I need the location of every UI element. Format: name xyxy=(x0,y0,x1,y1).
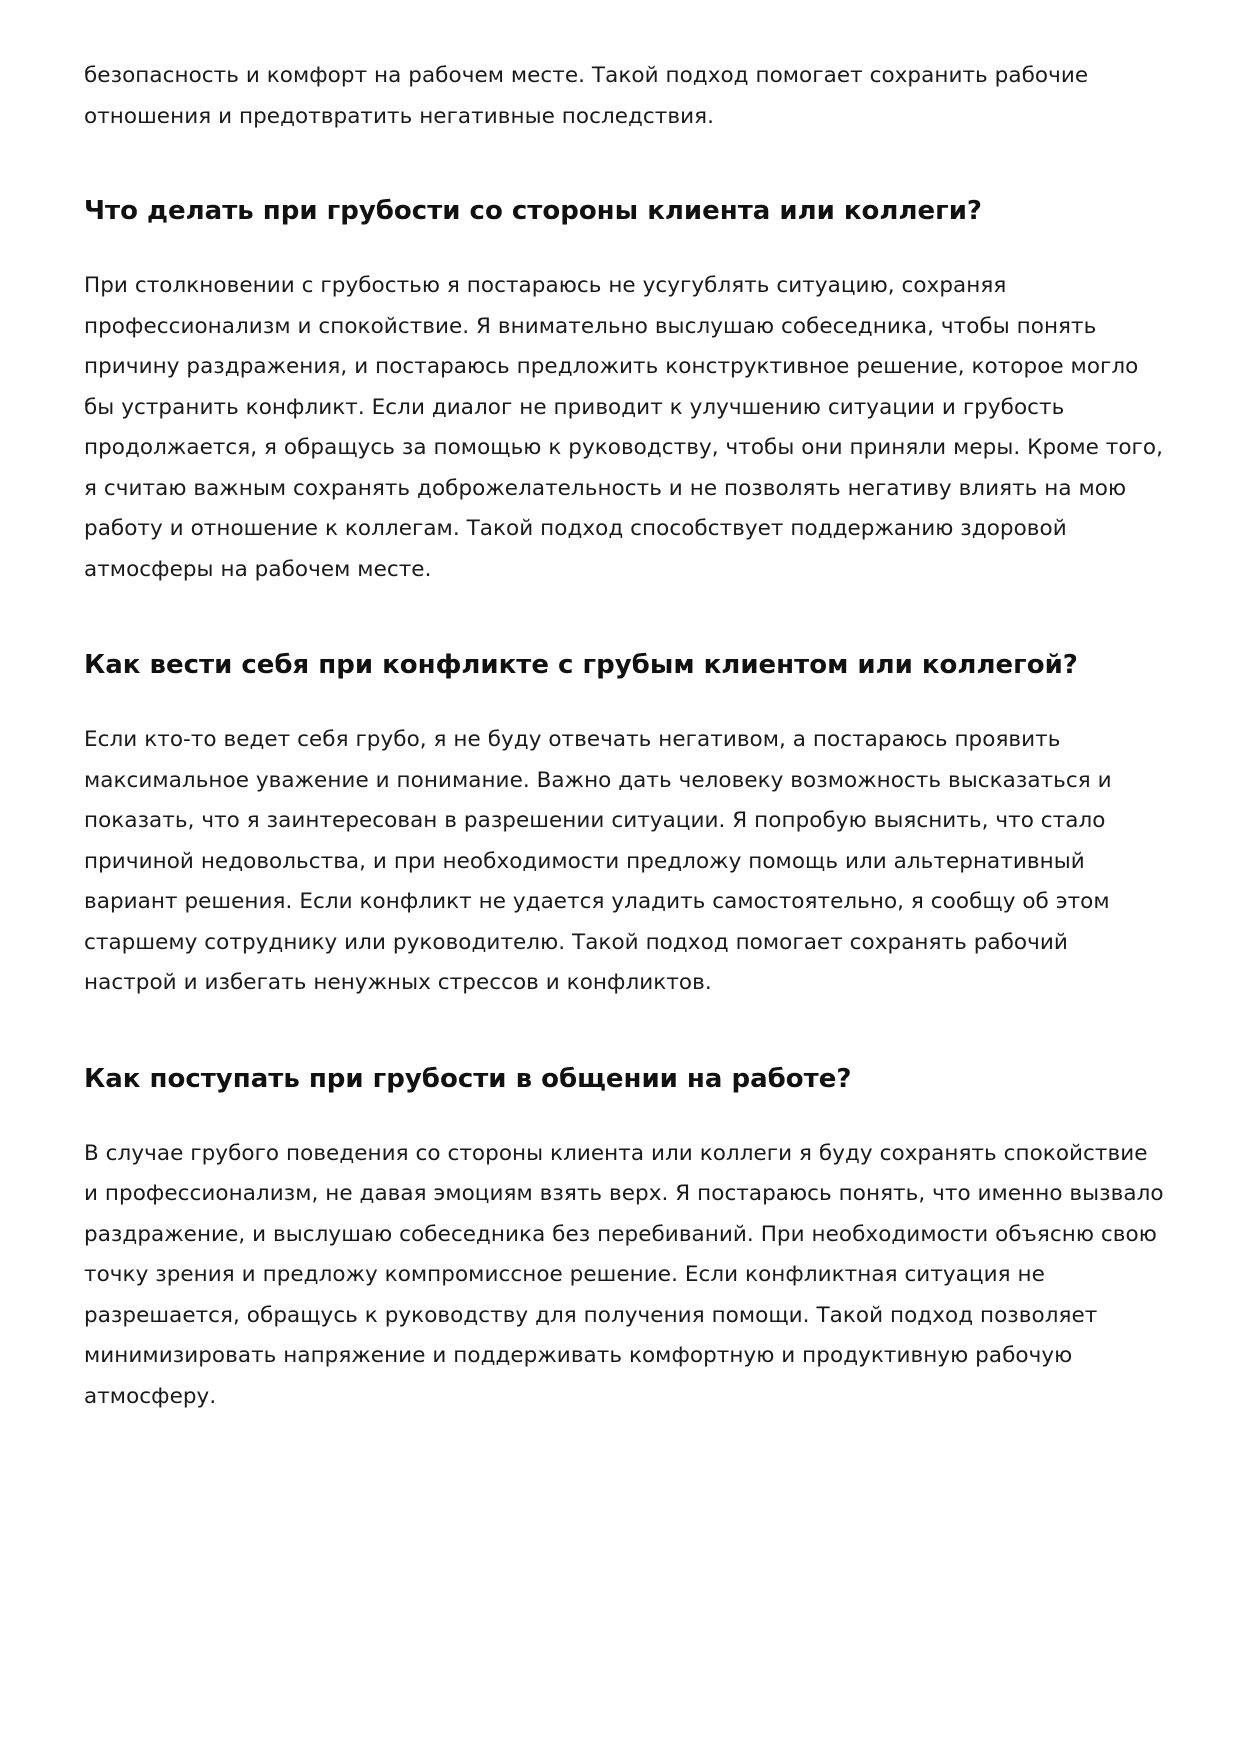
intro-paragraph: безопасность и комфорт на рабочем месте. Такой подход помогает сохранить рабочие отношения и предотвратить негативные последствия. xyxy=(84,63,1089,129)
section-heading-conflict-behavior: Как вести себя при конфликте с грубым клиентом или коллегой? xyxy=(84,650,1078,680)
section-paragraph-rudeness-at-work: В случае грубого поведения со стороны клиента или коллеги я буду сохранять спокойствие и профессионализм, не давая эмоциям взять верх. Я постараюсь понять, что именно вызвало раздражение, и выслушаю собеседника без перебиваний. При необходимости объясню свою точку зрения и предложу компромиссное решение. Если конфликтная ситуация не разрешается, обращусь к руководству для получения помощи. Такой подход позволяет минимизировать напряжение и поддерживать комфортную и продуктивную рабочую атмосферу. xyxy=(84,1140,1164,1409)
section-heading-rudeness-client-colleague: Что делать при грубости со стороны клиента или коллеги? xyxy=(84,196,983,226)
section-paragraph-rudeness-client-colleague: При столкновении с грубостью я постараюсь не усугублять ситуацию, сохраняя профессионализм и спокойствие. Я внимательно выслушаю собеседника, чтобы понять причину раздражения, и постараюсь предложить конструктивное решение, которое могло бы устранить конфликт. Если диалог не приводит к улучшению ситуации и грубость продолжается, я обращусь за помощью к руководству, чтобы они приняли меры. Кроме того, я считаю важным сохранять доброжелательность и не позволять негативу влиять на мою работу и отношение к коллегам. Такой подход способствует поддержанию здоровой атмосферы на рабочем месте. xyxy=(84,273,1163,582)
section-paragraph-conflict-behavior: Если кто-то ведет себя грубо, я не буду отвечать негативом, а постараюсь проявить максимальное уважение и понимание. Важно дать человеку возможность высказаться и показать, что я заинтересован в разрешении ситуации. Я попробую выяснить, что стало причиной недовольства, и при необходимости предложу помощь или альтернативный вариант решения. Если конфликт не удается уладить самостоятельно, я сообщу об этом старшему сотруднику или руководителю. Такой подход помогает сохранять рабочий настрой и избегать ненужных стрессов и конфликтов. xyxy=(84,727,1112,995)
section-heading-rudeness-at-work: Как поступать при грубости в общении на работе? xyxy=(84,1063,852,1094)
